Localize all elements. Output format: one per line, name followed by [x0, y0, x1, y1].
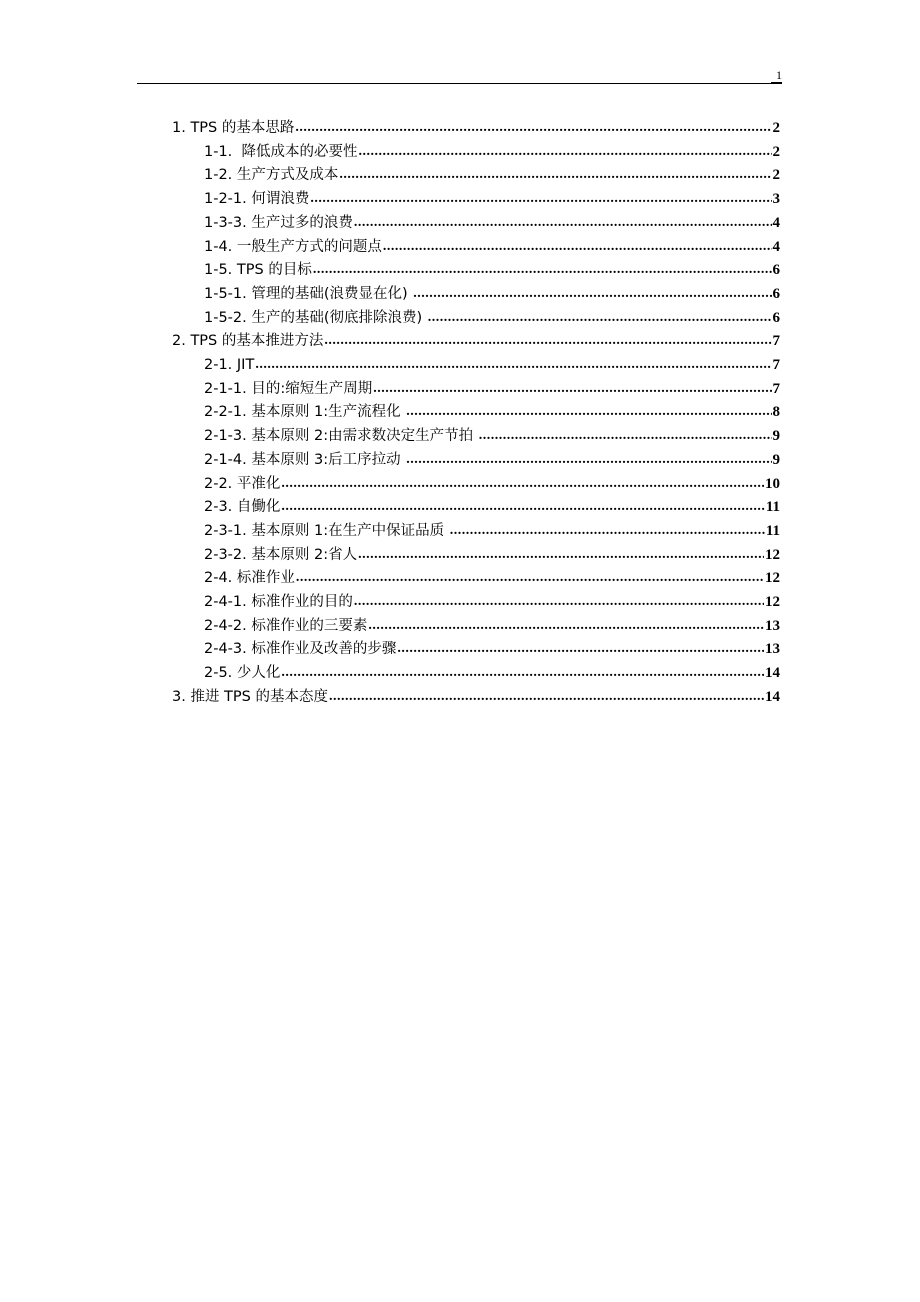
toc-entry-page-number: 11: [765, 522, 780, 539]
toc-entry[interactable]: [204, 185, 780, 209]
toc-entry-title: 2-3-2. 基本原则 2:省人: [204, 546, 358, 563]
toc-entry[interactable]: [204, 588, 780, 612]
toc-entry-page-number: 7: [772, 357, 780, 373]
toc-entry[interactable]: [172, 327, 780, 351]
toc-entry-title: 2-1-3. 基本原则 2:由需求数决定生产节拍: [204, 428, 478, 445]
toc-entry-page-number: 4: [772, 238, 780, 255]
toc-entry[interactable]: [204, 280, 780, 304]
toc-dot-leader: [281, 497, 764, 517]
toc-entry-title: 2-2-1. 基本原则 1:生产流程化: [204, 404, 406, 421]
toc-entry-page-number: 2: [772, 143, 780, 160]
toc-entry[interactable]: [204, 375, 780, 399]
toc-entry[interactable]: [172, 683, 780, 707]
toc-entry-page-number: 3: [772, 191, 780, 208]
toc-entry-title: 2-4. 标准作业: [204, 570, 295, 587]
toc-dot-leader: [281, 663, 764, 683]
toc-entry[interactable]: [204, 541, 780, 565]
toc-entry-page-number: 12: [765, 570, 780, 587]
toc-dot-leader: [255, 355, 771, 375]
toc-dot-leader: [383, 237, 772, 257]
toc-entry-title: 2-5. 少人化: [204, 665, 281, 682]
toc-entry-page-number: 2: [772, 167, 780, 184]
toc-entry-title: 1-5-2. 生产的基础(彻底排除浪费): [204, 309, 427, 326]
toc-entry[interactable]: [204, 517, 780, 541]
toc-entry-page-number: 6: [772, 285, 780, 302]
toc-entry[interactable]: [204, 564, 780, 588]
toc-entry-title: 2-1-4. 基本原则 3:后工序拉动: [204, 451, 406, 468]
toc-dot-leader: [354, 592, 764, 612]
toc-entry-title: 1-3-3. 生产过多的浪费: [204, 214, 353, 231]
toc-entry-title: 1-1. 降低成本的必要性: [204, 143, 358, 160]
toc-entry-page-number: 4: [772, 214, 780, 231]
toc-entry[interactable]: [204, 612, 780, 636]
toc-entry-title: 1-4. 一般生产方式的问题点: [204, 238, 382, 255]
toc-entry-title: 1. TPS 的基本思路: [172, 120, 295, 136]
toc-entry-title: 2-3. 自働化: [204, 499, 281, 516]
toc-entry-title: 2-4-3. 标准作业及改善的步骤: [204, 641, 397, 658]
toc-entry[interactable]: [204, 161, 780, 185]
toc-entry-page-number: 14: [765, 665, 780, 682]
header-rule: [137, 83, 782, 84]
toc-dot-leader: [413, 284, 771, 304]
toc-entry[interactable]: [204, 398, 780, 422]
toc-entry-page-number: 13: [765, 641, 780, 658]
toc-entry[interactable]: [204, 470, 780, 494]
toc-entry[interactable]: [204, 256, 780, 280]
toc-entry-title: 2-4-1. 标准作业的目的: [204, 594, 353, 610]
toc-entry-title: 3. 推进 TPS 的基本态度: [172, 688, 328, 705]
toc-dot-leader: [358, 545, 764, 565]
toc-entry[interactable]: [204, 138, 780, 162]
toc-entry-page-number: 10: [765, 475, 780, 492]
toc-dot-leader: [368, 616, 764, 636]
toc-dot-leader: [406, 450, 771, 470]
toc-entry-page-number: 7: [772, 380, 780, 397]
toc-entry-title: 1-5. TPS 的目标: [204, 262, 312, 279]
toc-entry-page-number: 12: [765, 594, 780, 610]
toc-dot-leader: [406, 402, 771, 422]
toc-entry-page-number: 9: [772, 428, 780, 445]
toc-entry-page-number: 12: [765, 546, 780, 563]
toc-entry-page-number: 6: [772, 309, 780, 326]
toc-entry-page-number: 11: [765, 499, 780, 516]
toc-entry-page-number: 13: [765, 617, 780, 634]
toc-entry[interactable]: [204, 422, 780, 446]
toc-dot-leader: [295, 118, 771, 138]
toc-entry[interactable]: [172, 114, 780, 138]
toc-entry[interactable]: [204, 351, 780, 375]
toc-dot-leader: [359, 142, 772, 162]
toc-entry-page-number: 6: [772, 262, 780, 279]
toc-entry-title: 2-1-1. 目的:缩短生产周期: [204, 380, 373, 397]
toc-entry-title: 1-2-1. 何谓浪费: [204, 191, 310, 208]
toc-entry-title: 2-4-2. 标准作业的三要素: [204, 617, 368, 634]
toc-entry-title: 2-3-1. 基本原则 1:在生产中保证品质: [204, 522, 449, 539]
toc-entry-page-number: 9: [772, 451, 780, 468]
toc-dot-leader: [313, 260, 772, 280]
toc-dot-leader: [479, 426, 772, 446]
toc-entry-page-number: 7: [772, 333, 780, 350]
toc-dot-leader: [329, 687, 764, 707]
toc-dot-leader: [281, 474, 764, 494]
toc-entry[interactable]: [204, 659, 780, 683]
page-number: 1: [771, 68, 782, 83]
toc-entry[interactable]: [204, 233, 780, 257]
toc-dot-leader: [428, 308, 772, 328]
toc-dot-leader: [397, 639, 764, 659]
toc-entry-page-number: 2: [772, 120, 780, 136]
toc-dot-leader: [373, 379, 771, 399]
toc-entry[interactable]: [204, 446, 780, 470]
toc-entry[interactable]: [204, 493, 780, 517]
toc-entry[interactable]: [204, 209, 780, 233]
toc-dot-leader: [339, 165, 771, 185]
toc-entry[interactable]: [204, 635, 780, 659]
toc-entry-title: 1-2. 生产方式及成本: [204, 167, 339, 184]
toc-entry-title: 2-2. 平准化: [204, 475, 281, 492]
toc-entry-title: 2-1. JIT: [204, 357, 255, 373]
toc-entry[interactable]: [204, 304, 780, 328]
toc-entry-page-number: 8: [772, 404, 780, 421]
toc-dot-leader: [354, 213, 772, 233]
toc-dot-leader: [324, 331, 771, 351]
toc-entry-title: 1-5-1. 管理的基础(浪费显在化): [204, 285, 413, 302]
toc-entry-page-number: 14: [765, 688, 780, 705]
toc-dot-leader: [450, 521, 765, 541]
toc-entry-title: 2. TPS 的基本推进方法: [172, 333, 324, 350]
toc-dot-leader: [310, 189, 771, 209]
toc-dot-leader: [296, 568, 764, 588]
